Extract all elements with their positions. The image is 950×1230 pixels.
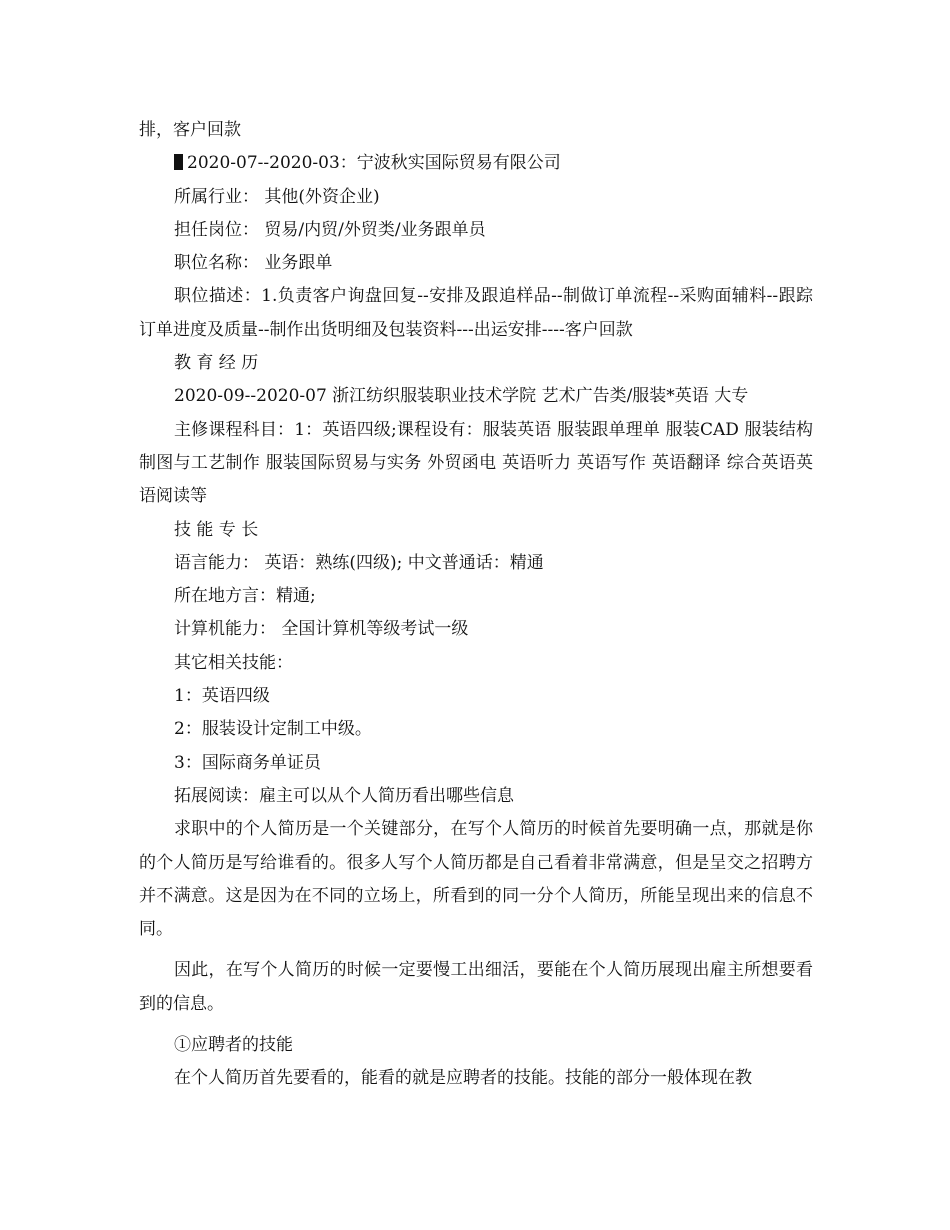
article-paragraph-1: 求职中的个人简历是一个关键部分，在写个人简历的时候首先要明确一点，那就是你的个人简历是写给谁看的。很多人写个人简历都是自己看着非常满意，但是呈交之招聘方并不满意。这是因为在不同的立场上，所看到的同一分个人简历，所能呈现出来的信息不同。 — [139, 819, 813, 940]
extended-reading-title: 拓展阅读：雇主可以从个人简历看出哪些信息 — [174, 785, 514, 806]
job-entry-heading-text: 2020-07--2020-03：宁波秋实国际贸易有限公司 — [187, 153, 561, 174]
bullet-marker-icon — [174, 154, 183, 170]
skills-section-heading: 技 能 专 长 — [174, 519, 259, 540]
job-entry-heading — [139, 147, 813, 180]
article-paragraph-3: 在个人简历首先要看的，能看的就是应聘者的技能。技能的部分一般体现在教 — [174, 1068, 752, 1089]
other-skills-label: 其它相关技能： — [174, 652, 293, 673]
language-skill-line: 语言能力： 英语：熟练(四级); 中文普通话：精通 — [174, 552, 544, 573]
education-section-heading: 教 育 经 历 — [174, 353, 259, 374]
skill-item-3: 3：国际商务单证员 — [174, 752, 321, 773]
document-body — [139, 114, 813, 1096]
dialect-line: 所在地方言：精通; — [174, 586, 316, 607]
industry-line: 所属行业： 其他(外资企业) — [174, 186, 380, 207]
skill-item-2: 2：服装设计定制工中级。 — [174, 719, 372, 740]
job-description-paragraph: 职位描述：1.负责客户询盘回复--安排及跟追样品--制做订单流程--采购面辅料--跟踪订单进度及质量--制作出货明细及包装资料---出运安排----客户回款 — [139, 286, 813, 340]
article-paragraph-2: 因此，在写个人简历的时候一定要慢工出细活，要能在个人简历展现出雇主所想要看到的信息。 — [139, 960, 813, 1014]
article-subheading-skills: ①应聘者的技能 — [174, 1035, 293, 1056]
text-line-continuation: 排，客户回款 — [139, 120, 241, 140]
job-title-line: 职位名称： 业务跟单 — [174, 253, 333, 274]
education-entry-line: 2020-09--2020-07 浙江纺织服装职业技术学院 艺术广告类/服装*英语 大专 — [174, 386, 749, 407]
skill-item-1: 1：英语四级 — [174, 686, 270, 707]
computer-skill-line: 计算机能力： 全国计算机等级考试一级 — [174, 619, 469, 640]
courses-paragraph: 主修课程科目：1：英语四级;课程设有：服装英语 服装跟单理单 服装CAD 服装结构制图与工艺制作 服装国际贸易与实务 外贸函电 英语听力 英语写作 英语翻译 综合英语英语阅读等 — [139, 419, 813, 507]
position-line: 担任岗位： 贸易/内贸/外贸类/业务跟单员 — [174, 219, 486, 240]
